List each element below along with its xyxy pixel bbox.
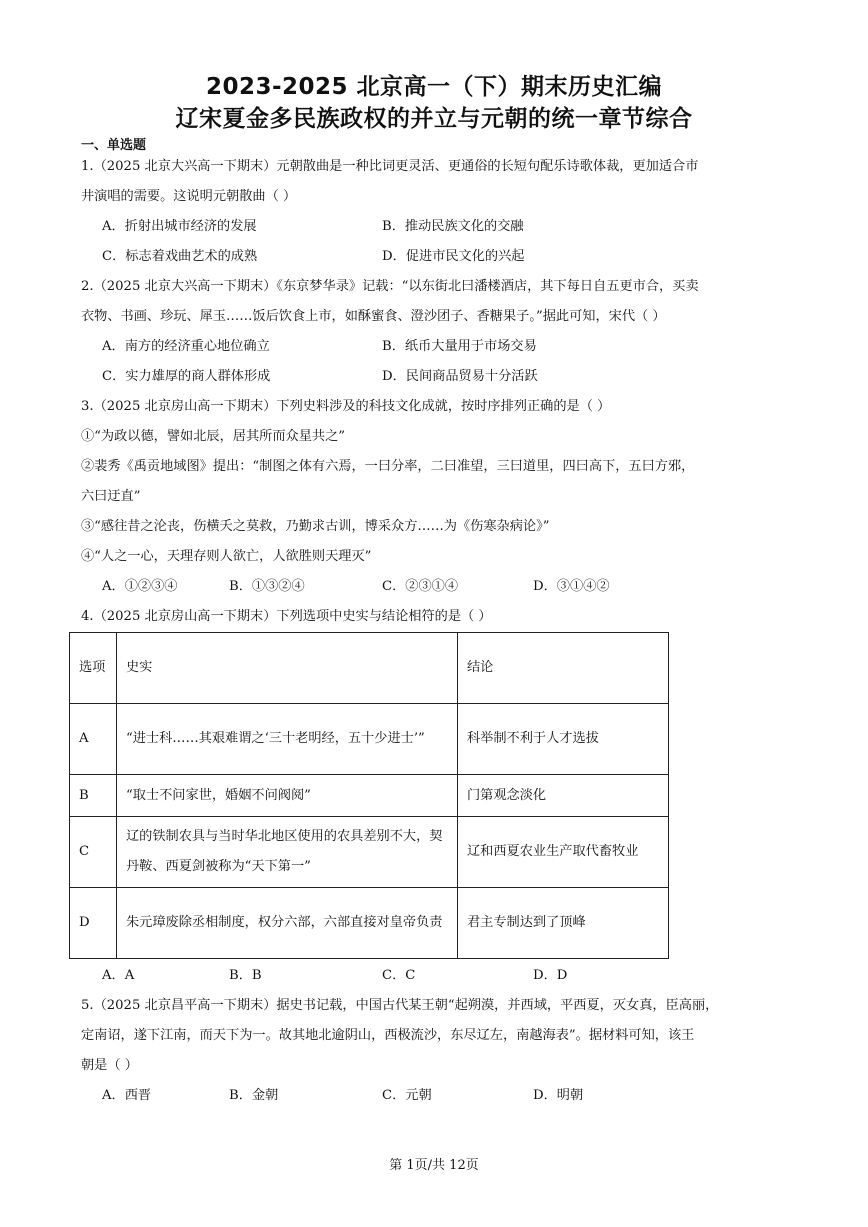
q3-source-4: ④“人之一心，天理存则人欲亡，人欲胜则天理灭” [81, 549, 372, 564]
table-cell-conclusion: 科举制不利于人才选拔 [458, 704, 669, 775]
table-row [70, 817, 669, 888]
q1-stem-line1: 1.（2025 北京大兴高一下期末）元朝散曲是一种比词更灵活、更通俗的长短句配乐诗歌体裁，更加适合市 [81, 159, 699, 174]
section-heading: 一、单选题 [81, 138, 147, 153]
q3-option-d: D．③①④② [533, 579, 610, 594]
table-cell-fact: “进士科……其艰难谓之‘三十老明经，五十少进士’” [117, 704, 458, 775]
q4-table [69, 632, 669, 959]
q3-source-3: ③“感往昔之沦丧，伤横夭之莫救，乃勤求古训，博采众方……为《伤寒杂病论》” [81, 519, 550, 534]
q5-option-a: A．西晋 [102, 1088, 152, 1103]
q3-source-1: ①“为政以德，譬如北辰，居其所而众星共之” [81, 429, 346, 444]
q3-option-c: C．②③①④ [382, 579, 459, 594]
q2-stem-line1: 2.（2025 北京大兴高一下期末）《东京梦华录》记载：“以东街北曰潘楼酒店，其下每日自五更市合，买卖 [81, 279, 699, 294]
q1-option-c: C．标志着戏曲艺术的成熟 [102, 249, 258, 264]
q1-option-a: A．折射出城市经济的发展 [102, 219, 257, 234]
table-header-option: 选项 [70, 633, 117, 704]
q2-option-b: B．纸币大量用于市场交易 [382, 339, 537, 354]
table-cell-option: A [70, 704, 117, 775]
q5-option-b: B．金朝 [229, 1088, 279, 1103]
table-cell-fact: “取士不问家世，婚姻不问阀阅” [117, 775, 458, 817]
q4-option-d: D．D [533, 968, 568, 983]
table-cell-fact: 朱元璋废除丞相制度，权分六部，六部直接对皇帝负责 [117, 888, 458, 959]
q5-option-c: C．元朝 [382, 1088, 432, 1103]
table-row [70, 888, 669, 959]
table-header-fact: 史实 [117, 633, 458, 704]
table-row [70, 704, 669, 775]
table-row [70, 775, 669, 817]
document-title: 2023-2025 北京高一（下）期末历史汇编 [205, 74, 663, 100]
document-subtitle: 辽宋夏金多民族政权的并立与元朝的统一章节综合 [175, 106, 693, 132]
table-cell-conclusion: 辽和西夏农业生产取代畜牧业 [458, 817, 669, 888]
q1-option-b: B．推动民族文化的交融 [382, 219, 524, 234]
q4-option-c: C．C [382, 968, 416, 983]
q3-source-2-line1: ②裴秀《禹贡地域图》提出：“制图之体有六焉，一曰分率，二曰准望，三曰道里，四曰高下，五曰方邪， [81, 459, 695, 474]
table-cell-fact: 辽的铁制农具与当时华北地区使用的农具差别不大，契丹鞍、西夏剑被称为“天下第一” [117, 817, 458, 888]
q4-option-b: B．B [229, 968, 262, 983]
q3-option-b: B．①③②④ [229, 579, 305, 594]
q5-stem-line2: 定南诏，遂下江南，而天下为一。故其地北逾阴山，西极流沙，东尽辽左，南越海表”。据材料可知，该王 [81, 1028, 695, 1043]
q3-stem-line1: 3.（2025 北京房山高一下期末）下列史料涉及的科技文化成就，按时序排列正确的是（ ） [81, 399, 611, 414]
table-header-row [70, 633, 669, 704]
table-cell-option: D [70, 888, 117, 959]
q5-stem-line3: 朝是（ ） [81, 1058, 138, 1073]
table-cell-option: B [70, 775, 117, 817]
q2-option-c: C．实力雄厚的商人群体形成 [102, 369, 271, 384]
page-number: 第 1页/共 12页 [389, 1158, 479, 1173]
table-header-conclusion: 结论 [458, 633, 669, 704]
q3-source-2-line2: 六曰迂直” [81, 489, 141, 504]
q4-option-a: A．A [102, 968, 135, 983]
q3-option-a: A．①②③④ [102, 579, 178, 594]
q5-stem-line1: 5.（2025 北京昌平高一下期末）据史书记载，中国古代某王朝“起朔漠，并西域，平西夏，灭女真，臣高丽， [81, 998, 719, 1013]
q5-option-d: D．明朝 [533, 1088, 584, 1103]
q2-stem-line2: 衣物、书画、珍玩、犀玉……饭后饮食上市，如酥蜜食、澄沙团子、香糖果子。”据此可知，宋代（ ） [81, 309, 666, 324]
q2-option-d: D．民间商品贸易十分活跃 [382, 369, 538, 384]
table-cell-option: C [70, 817, 117, 888]
q1-stem-line2: 井演唱的需要。这说明元朝散曲（ ） [81, 189, 297, 204]
table-cell-conclusion: 门第观念淡化 [458, 775, 669, 817]
table-cell-conclusion: 君主专制达到了顶峰 [458, 888, 669, 959]
q4-stem-line1: 4.（2025 北京房山高一下期末）下列选项中史实与结论相符的是（ ） [81, 609, 492, 624]
q1-option-d: D．促进市民文化的兴起 [382, 249, 525, 264]
q2-option-a: A．南方的经济重心地位确立 [102, 339, 270, 354]
